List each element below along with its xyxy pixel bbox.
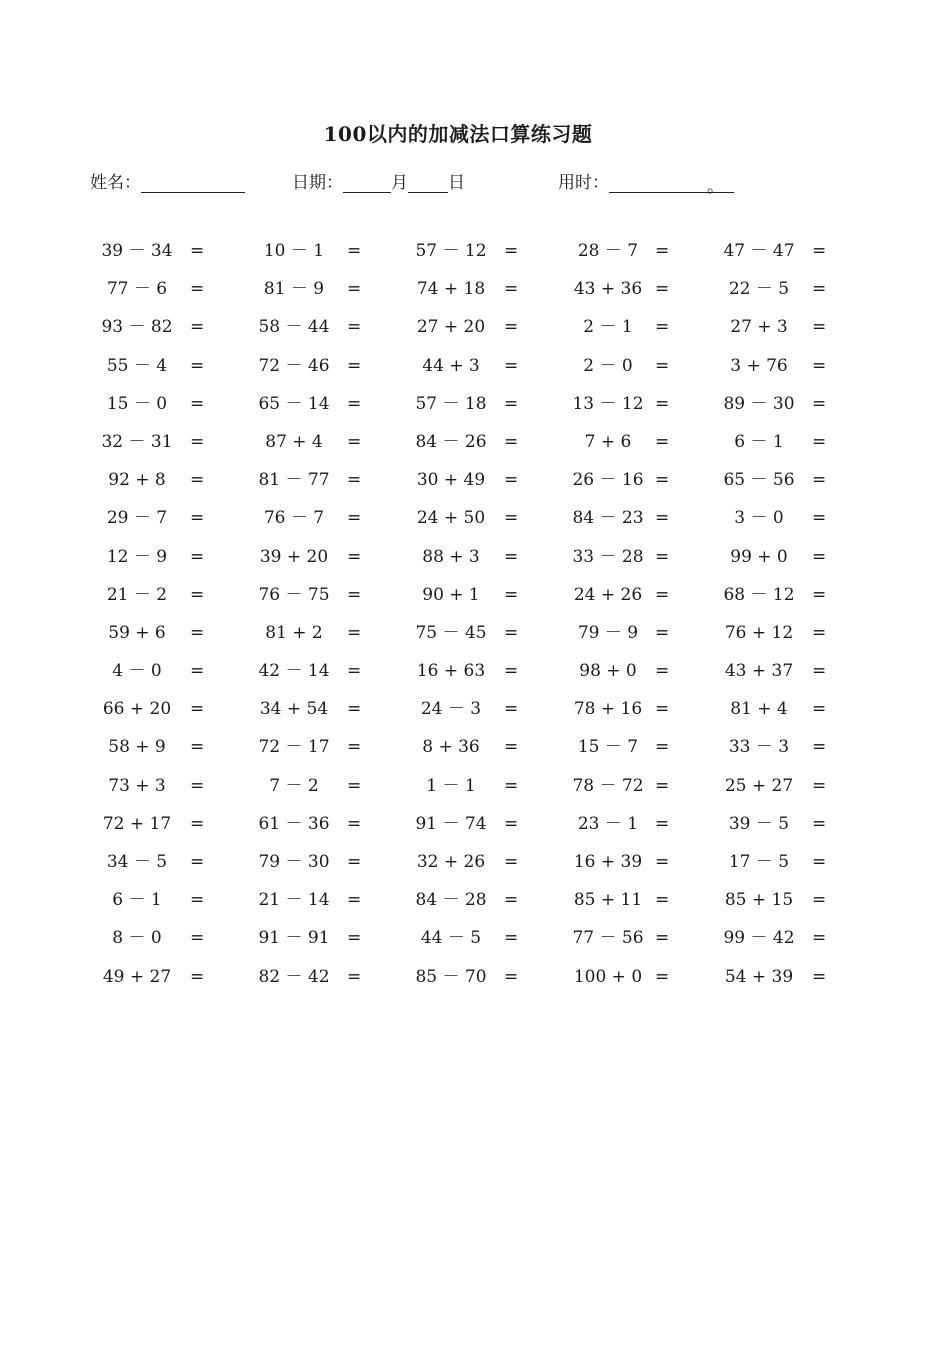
problem-expression: 76 + 12 (724, 622, 794, 643)
problem-expression: 28 － 7 (577, 241, 639, 261)
problem-expression: 84 － 23 (572, 508, 644, 529)
problem-expression: 4 － 0 (112, 661, 162, 682)
problem-expression: 3 － 0 (734, 508, 784, 529)
problem-expression: 22 － 5 (728, 279, 790, 300)
date-field (292, 168, 465, 193)
equals-sign: = (504, 355, 519, 376)
month-blank[interactable] (343, 172, 391, 193)
problem-expression: 100 + 0 (573, 966, 643, 987)
problem-expression: 98 + 0 (579, 661, 637, 682)
time-field (558, 168, 734, 197)
equals-sign: = (812, 393, 827, 414)
equals-sign: = (655, 279, 670, 300)
problem-expression: 27 + 3 (730, 317, 788, 338)
equals-sign: = (504, 546, 519, 567)
problem-row (0, 351, 950, 389)
problem-expression: 26 － 16 (572, 470, 644, 491)
problem-expression: 81 + 2 (265, 622, 323, 643)
equals-sign: = (812, 317, 827, 338)
equals-sign: = (655, 813, 670, 834)
equals-sign: = (655, 622, 670, 643)
name-field (90, 168, 245, 193)
equals-sign: = (504, 279, 519, 300)
problem-expression: 13 － 12 (572, 393, 644, 414)
problem-expression: 74 + 18 (416, 279, 486, 300)
time-label: 用时： (558, 173, 609, 193)
problem-expression: 24 － 3 (420, 699, 482, 720)
equals-sign: = (655, 852, 670, 872)
equals-sign: = (812, 470, 827, 491)
equals-sign: = (655, 241, 670, 261)
equals-sign: = (347, 317, 362, 338)
problem-expression: 30 + 49 (416, 470, 486, 491)
equals-sign: = (347, 699, 362, 720)
problem-expression: 43 + 37 (724, 661, 794, 682)
problem-expression: 85 + 15 (724, 890, 794, 911)
equals-sign: = (347, 737, 362, 758)
equals-sign: = (347, 966, 362, 987)
problem-row (0, 427, 950, 465)
equals-sign: = (347, 508, 362, 529)
equals-sign: = (190, 928, 205, 949)
equals-sign: = (190, 241, 205, 261)
problem-expression: 81 + 4 (730, 699, 788, 720)
equals-sign: = (504, 699, 519, 720)
equals-sign: = (347, 890, 362, 911)
problem-expression: 91 － 74 (415, 813, 487, 834)
equals-sign: = (812, 431, 827, 452)
problem-expression: 33 － 28 (572, 546, 644, 567)
equals-sign: = (655, 890, 670, 911)
problem-expression: 77 － 6 (106, 279, 168, 300)
equals-sign: = (190, 355, 205, 376)
problem-row (0, 312, 950, 350)
equals-sign: = (190, 508, 205, 529)
equals-sign: = (812, 699, 827, 720)
problem-expression: 6 － 1 (112, 890, 162, 911)
time-blank[interactable] (609, 172, 705, 193)
problem-row (0, 809, 950, 847)
problem-row (0, 656, 950, 694)
problem-expression: 54 + 39 (724, 966, 794, 987)
equals-sign: = (190, 431, 205, 452)
equals-sign: = (504, 661, 519, 682)
page-title: 100以内的加减法口算练习题 (323, 122, 593, 146)
equals-sign: = (655, 431, 670, 452)
problem-row (0, 847, 950, 885)
problem-expression: 93 － 82 (101, 317, 173, 338)
equals-sign: = (347, 928, 362, 949)
equals-sign: = (812, 661, 827, 682)
problem-expression: 27 + 20 (416, 317, 486, 338)
problem-expression: 24 + 50 (416, 508, 486, 529)
equals-sign: = (655, 928, 670, 949)
problem-expression: 15 － 0 (106, 393, 168, 414)
problem-expression: 44 － 5 (420, 928, 482, 949)
problem-expression: 32 － 31 (101, 431, 173, 452)
problem-expression: 65 － 14 (258, 393, 330, 414)
equals-sign: = (190, 699, 205, 720)
problem-expression: 85 － 70 (415, 966, 487, 987)
problem-expression: 39 + 20 (259, 546, 329, 567)
equals-sign: = (190, 775, 205, 796)
equals-sign: = (655, 317, 670, 338)
equals-sign: = (655, 966, 670, 987)
equals-sign: = (655, 546, 670, 567)
problem-expression: 42 － 14 (258, 661, 330, 682)
equals-sign: = (655, 584, 670, 605)
equals-sign: = (655, 775, 670, 796)
equals-sign: = (190, 890, 205, 911)
equals-sign: = (504, 622, 519, 643)
equals-sign: = (190, 317, 205, 338)
equals-sign: = (190, 966, 205, 987)
equals-sign: = (190, 546, 205, 567)
problem-expression: 12 － 9 (106, 546, 168, 567)
problem-expression: 49 + 27 (102, 966, 172, 987)
equals-sign: = (190, 737, 205, 758)
equals-sign: = (504, 775, 519, 796)
equals-sign: = (655, 737, 670, 758)
equals-sign: = (504, 241, 519, 261)
equals-sign: = (190, 279, 205, 300)
equals-sign: = (504, 584, 519, 605)
equals-sign: = (812, 737, 827, 758)
name-label: 姓名： (90, 173, 141, 193)
equals-sign: = (504, 317, 519, 338)
problem-expression: 72 － 17 (258, 737, 330, 758)
problem-expression: 24 + 26 (573, 584, 643, 605)
problem-expression: 81 － 9 (263, 279, 325, 300)
problem-expression: 58 + 9 (108, 737, 166, 758)
problem-expression: 72 + 17 (102, 813, 172, 834)
problem-expression: 6 － 1 (734, 431, 784, 452)
day-label: 日 (448, 173, 465, 193)
equals-sign: = (504, 508, 519, 529)
equals-sign: = (347, 546, 362, 567)
problem-expression: 2 － 0 (583, 355, 633, 376)
equals-sign: = (504, 813, 519, 834)
problem-row (0, 465, 950, 503)
equals-sign: = (655, 661, 670, 682)
problem-expression: 47 － 47 (723, 241, 795, 261)
problem-expression: 68 － 12 (723, 584, 795, 605)
problem-row (0, 542, 950, 580)
equals-sign: = (812, 508, 827, 529)
problem-row (0, 732, 950, 770)
equals-sign: = (504, 393, 519, 414)
equals-sign: = (504, 431, 519, 452)
equals-sign: = (347, 775, 362, 796)
equals-sign: = (812, 775, 827, 796)
problem-expression: 57 － 12 (415, 241, 487, 261)
problem-expression: 85 + 11 (573, 890, 643, 911)
problem-expression: 73 + 3 (108, 775, 166, 796)
problem-expression: 75 － 45 (415, 622, 487, 643)
problem-expression: 3 + 76 (730, 355, 788, 376)
problem-expression: 87 + 4 (265, 431, 323, 452)
equals-sign: = (812, 966, 827, 987)
problem-expression: 21 － 2 (106, 584, 168, 605)
equals-sign: = (190, 852, 205, 872)
problem-expression: 90 + 1 (422, 584, 480, 605)
equals-sign: = (504, 966, 519, 987)
equals-sign: = (190, 393, 205, 414)
problem-expression: 61 － 36 (258, 813, 330, 834)
equals-sign: = (190, 584, 205, 605)
problem-expression: 79 － 30 (258, 852, 330, 872)
problem-expression: 57 － 18 (415, 393, 487, 414)
problem-row (0, 389, 950, 427)
equals-sign: = (347, 661, 362, 682)
equals-sign: = (504, 737, 519, 758)
problem-expression: 78 － 72 (572, 775, 644, 796)
problem-expression: 7 － 2 (269, 775, 319, 796)
problem-expression: 8 － 0 (112, 928, 162, 949)
problem-row (0, 962, 950, 1000)
problem-expression: 15 － 7 (577, 737, 639, 758)
equals-sign: = (812, 355, 827, 376)
equals-sign: = (504, 470, 519, 491)
equals-sign: = (190, 470, 205, 491)
problem-row (0, 274, 950, 312)
equals-sign: = (347, 241, 362, 261)
problem-expression: 16 + 63 (416, 661, 486, 682)
problem-expression: 2 － 1 (583, 317, 633, 338)
problem-expression: 29 － 7 (106, 508, 168, 529)
equals-sign: = (347, 584, 362, 605)
equals-sign: = (812, 890, 827, 911)
problem-expression: 78 + 16 (573, 699, 643, 720)
equals-sign: = (812, 546, 827, 567)
equals-sign: = (347, 813, 362, 834)
problem-row (0, 580, 950, 618)
problem-expression: 34 － 5 (106, 852, 168, 872)
day-blank[interactable] (408, 172, 448, 193)
problem-expression: 39 － 5 (728, 813, 790, 834)
problem-expression: 65 － 56 (723, 470, 795, 491)
date-label: 日期： (292, 173, 343, 193)
problem-row (0, 694, 950, 732)
problem-expression: 58 － 44 (258, 317, 330, 338)
problem-expression: 84 － 28 (415, 890, 487, 911)
problem-expression: 8 + 36 (422, 737, 480, 758)
problem-expression: 76 － 7 (263, 508, 325, 529)
equals-sign: = (190, 813, 205, 834)
equals-sign: = (812, 813, 827, 834)
problem-expression: 44 + 3 (422, 355, 480, 376)
problem-expression: 10 － 1 (263, 241, 325, 261)
problem-row (0, 923, 950, 961)
equals-sign: = (347, 431, 362, 452)
equals-sign: = (504, 852, 519, 872)
problem-expression: 16 + 39 (573, 852, 643, 872)
equals-sign: = (504, 928, 519, 949)
name-blank[interactable] (141, 172, 245, 193)
equals-sign: = (812, 279, 827, 300)
equals-sign: = (655, 355, 670, 376)
time-suffix: 。 (705, 172, 734, 193)
equals-sign: = (347, 393, 362, 414)
equals-sign: = (347, 279, 362, 300)
problem-expression: 43 + 36 (573, 279, 643, 300)
equals-sign: = (655, 508, 670, 529)
problem-row (0, 618, 950, 656)
problem-row (0, 771, 950, 809)
problem-expression: 82 － 42 (258, 966, 330, 987)
equals-sign: = (190, 622, 205, 643)
problem-expression: 99 － 42 (723, 928, 795, 949)
equals-sign: = (655, 470, 670, 491)
equals-sign: = (347, 470, 362, 491)
problem-expression: 32 + 26 (416, 852, 486, 872)
equals-sign: = (812, 852, 827, 872)
problem-expression: 81 － 77 (258, 470, 330, 491)
problem-row (0, 503, 950, 541)
problem-expression: 88 + 3 (422, 546, 480, 567)
problem-expression: 55 － 4 (106, 355, 168, 376)
problem-expression: 33 － 3 (728, 737, 790, 758)
problem-expression: 7 + 6 (584, 431, 632, 452)
problem-expression: 17 － 5 (728, 852, 790, 872)
problem-row (0, 885, 950, 923)
equals-sign: = (347, 355, 362, 376)
problem-expression: 92 + 8 (108, 470, 166, 491)
problem-expression: 91 － 91 (258, 928, 330, 949)
equals-sign: = (504, 890, 519, 911)
problem-expression: 34 + 54 (259, 699, 329, 720)
problem-expression: 77 － 56 (572, 928, 644, 949)
month-label: 月 (391, 173, 408, 193)
problem-expression: 76 － 75 (258, 584, 330, 605)
problem-row (0, 236, 950, 274)
problem-expression: 99 + 0 (730, 546, 788, 567)
problem-expression: 84 － 26 (415, 431, 487, 452)
problem-expression: 79 － 9 (577, 622, 639, 643)
equals-sign: = (812, 928, 827, 949)
problem-expression: 59 + 6 (108, 622, 166, 643)
equals-sign: = (812, 584, 827, 605)
equals-sign: = (347, 852, 362, 872)
equals-sign: = (190, 661, 205, 682)
equals-sign: = (812, 241, 827, 261)
equals-sign: = (812, 622, 827, 643)
problem-expression: 21 － 14 (258, 890, 330, 911)
problem-expression: 1 － 1 (426, 775, 476, 796)
equals-sign: = (655, 393, 670, 414)
problem-expression: 72 － 46 (258, 355, 330, 376)
equals-sign: = (347, 622, 362, 643)
problem-expression: 66 + 20 (102, 699, 172, 720)
problem-expression: 25 + 27 (724, 775, 794, 796)
equals-sign: = (655, 699, 670, 720)
problem-expression: 39 － 34 (101, 241, 173, 261)
problem-grid (0, 236, 950, 1000)
problem-expression: 23 － 1 (577, 813, 639, 834)
problem-expression: 89 － 30 (723, 393, 795, 414)
